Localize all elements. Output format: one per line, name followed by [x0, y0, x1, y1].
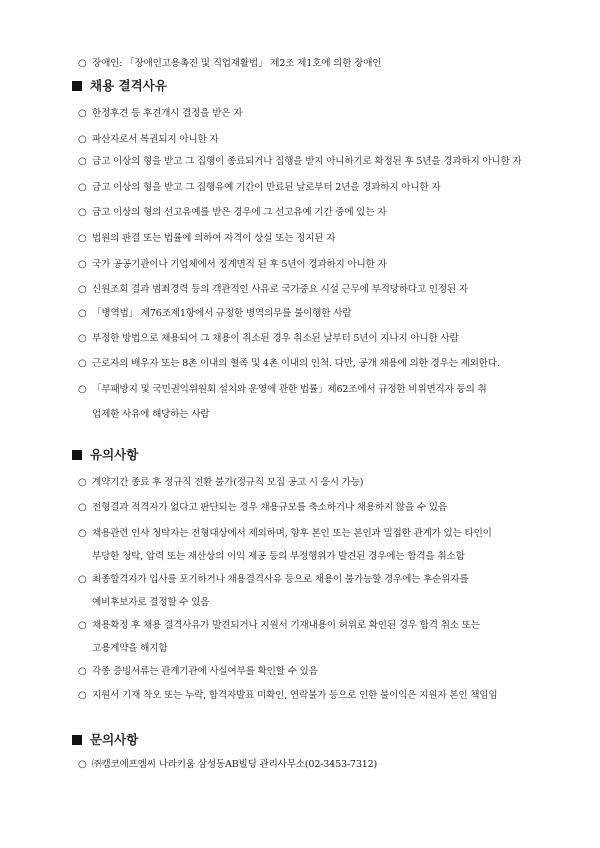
list-item: [78, 326, 556, 352]
list-item-text: 파산자로서 복권되지 아니한 자: [92, 134, 219, 145]
bullet-circle-icon: ○: [78, 666, 87, 677]
list-item: [78, 351, 556, 377]
bullet-circle-icon: ○: [78, 384, 87, 395]
bullet-circle-icon: ○: [78, 690, 87, 701]
bullet-circle-icon: ○: [78, 308, 87, 319]
list-item-text: 금고 이상의 형을 받고 그 집행이 종료되거나 집행을 받지 아니하기로 확정된 후 5년을 경과하지 아니한 자: [92, 156, 522, 167]
section-heading-contact: [72, 731, 138, 749]
list-item-continuation: [78, 402, 556, 428]
section-heading-text: 문의사항: [90, 732, 139, 747]
square-bullet-icon: [72, 81, 82, 91]
list-item-text: 고용계약을 해지함: [92, 643, 168, 654]
list-item-text: 국가 공공기관이나 기업체에서 징계면직 된 후 5년이 경과하지 아니한 자: [92, 259, 387, 270]
bullet-circle-icon: ○: [78, 477, 87, 488]
list-item: [78, 200, 556, 226]
bullet-circle-icon: ○: [78, 207, 87, 218]
list-item: [78, 683, 556, 709]
list-item: [78, 101, 556, 127]
bullet-circle-icon: ○: [78, 333, 87, 344]
list-item: [78, 277, 556, 303]
list-item: [78, 149, 556, 175]
list-item-text: 지원서 기재 착오 또는 누락, 합격자발표 미확인, 연락불가 등으로 인한 불이익은 지원자 본인 책임임: [92, 690, 498, 701]
bullet-circle-icon: ○: [78, 259, 87, 270]
list-item-text: 신원조회 결과 범죄경력 등의 객관적인 사유로 국가중요 시설 근무에 부적당하다고 인정된 자: [92, 284, 468, 295]
bullet-circle-icon: ○: [78, 156, 87, 167]
list-item-text: 부당한 청탁, 압력 또는 재산상의 이익 제공 등의 부정행위가 발견된 경우에는 합격을 취소함: [92, 551, 465, 562]
bullet-circle-icon: ○: [78, 528, 87, 539]
list-item-text: 각종 증빙서류는 관계기관에 사실여부를 확인할 수 있음: [92, 666, 318, 677]
list-item-text: 업제한 사유에 해당하는 사람: [92, 409, 210, 420]
list-item-text: 「병역법」 제76조제1항에서 규정한 병역의무를 불이행한 사람: [92, 308, 352, 319]
list-item-text: 금고 이상의 형을 받고 그 집행유예 기간이 만료된 날로부터 2년을 경과하지 아니한 자: [92, 182, 441, 193]
bullet-circle-icon: ○: [78, 182, 87, 193]
bullet-circle-icon: ○: [78, 502, 87, 513]
list-item-text: 최종합격자가 입사를 포기하거나 채용결격사유 등으로 채용이 불가능할 경우에는 후순위자를: [92, 574, 469, 585]
list-item-text: 계약기간 종료 후 정규직 전환 불가(정규직 모집 공고 시 응시 가능): [92, 477, 364, 488]
square-bullet-icon: [72, 735, 82, 745]
bullet-circle-icon: ○: [78, 134, 87, 145]
bullet-circle-icon: ○: [78, 620, 87, 631]
list-item-text: 예비후보자로 결정할 수 있음: [92, 597, 210, 608]
list-item-text: 부정한 방법으로 채용되어 그 채용이 취소된 경우 취소된 날부터 5년이 지나지 아니한 사람: [92, 333, 459, 344]
bullet-circle-icon: ○: [78, 108, 87, 119]
list-item: [78, 51, 556, 77]
list-item-text: ㈜캠코에프엠씨 나라키움 삼성동AB빌딩 관리사무소(02-3453-7312): [92, 759, 378, 770]
bullet-circle-icon: ○: [78, 574, 87, 585]
list-item-text: 채용관련 인사 청탁자는 전형대상에서 제외하며, 향후 본인 또는 본인과 밀접한 관계가 있는 타인이: [92, 528, 492, 539]
list-item-text: 한정후견 등 후견개시 결정을 받은 자: [92, 108, 243, 119]
section-heading-text: 채용 결격사유: [90, 78, 167, 93]
list-item-text: 금고 이상의 형의 선고유예를 받은 경우에 그 선고유예 기간 중에 있는 자: [92, 207, 387, 218]
list-item: [78, 175, 556, 201]
bullet-circle-icon: ○: [78, 759, 87, 770]
bullet-circle-icon: ○: [78, 358, 87, 369]
list-item: [78, 752, 556, 778]
section-heading-text: 유의사항: [90, 447, 139, 462]
list-item-text: 근로자의 배우자 또는 8촌 이내의 혈족 및 4촌 이내의 인척. 다만, 공개 채용에 의한 경우는 제외한다.: [92, 358, 500, 369]
bullet-circle-icon: ○: [78, 284, 87, 295]
list-item: [78, 470, 556, 496]
list-item-text: 장애인: 「장애인고용촉진 및 직업재활법」 제2조 제1호에 의한 장애인: [92, 58, 382, 69]
list-item: [78, 252, 556, 278]
list-item: [78, 301, 556, 327]
list-item: [78, 659, 556, 685]
list-item-text: 전형결과 적격자가 없다고 판단되는 경우 채용규모를 축소하거나 채용하지 않을 수 있음: [92, 502, 447, 513]
list-item-text: 채용확정 후 채용 결격사유가 발견되거나 지원서 기재내용이 허위로 확인된 경우 합격 취소 또는: [92, 620, 480, 631]
section-heading-notes: [72, 446, 138, 464]
square-bullet-icon: [72, 450, 82, 460]
list-item: [78, 377, 556, 403]
section-heading-disqualification: [72, 77, 167, 95]
list-item: [78, 495, 556, 521]
list-item-text: 법원의 판결 또는 법률에 의하여 자격이 상실 또는 정지된 자: [92, 233, 336, 244]
list-item-text: 「부패방지 및 국민권익위원회 설치와 운영에 관한 법률」제62조에서 규정한 비위면직자 등의 취: [92, 384, 487, 395]
list-item: [78, 226, 556, 252]
bullet-circle-icon: ○: [78, 58, 87, 69]
bullet-circle-icon: ○: [78, 233, 87, 244]
